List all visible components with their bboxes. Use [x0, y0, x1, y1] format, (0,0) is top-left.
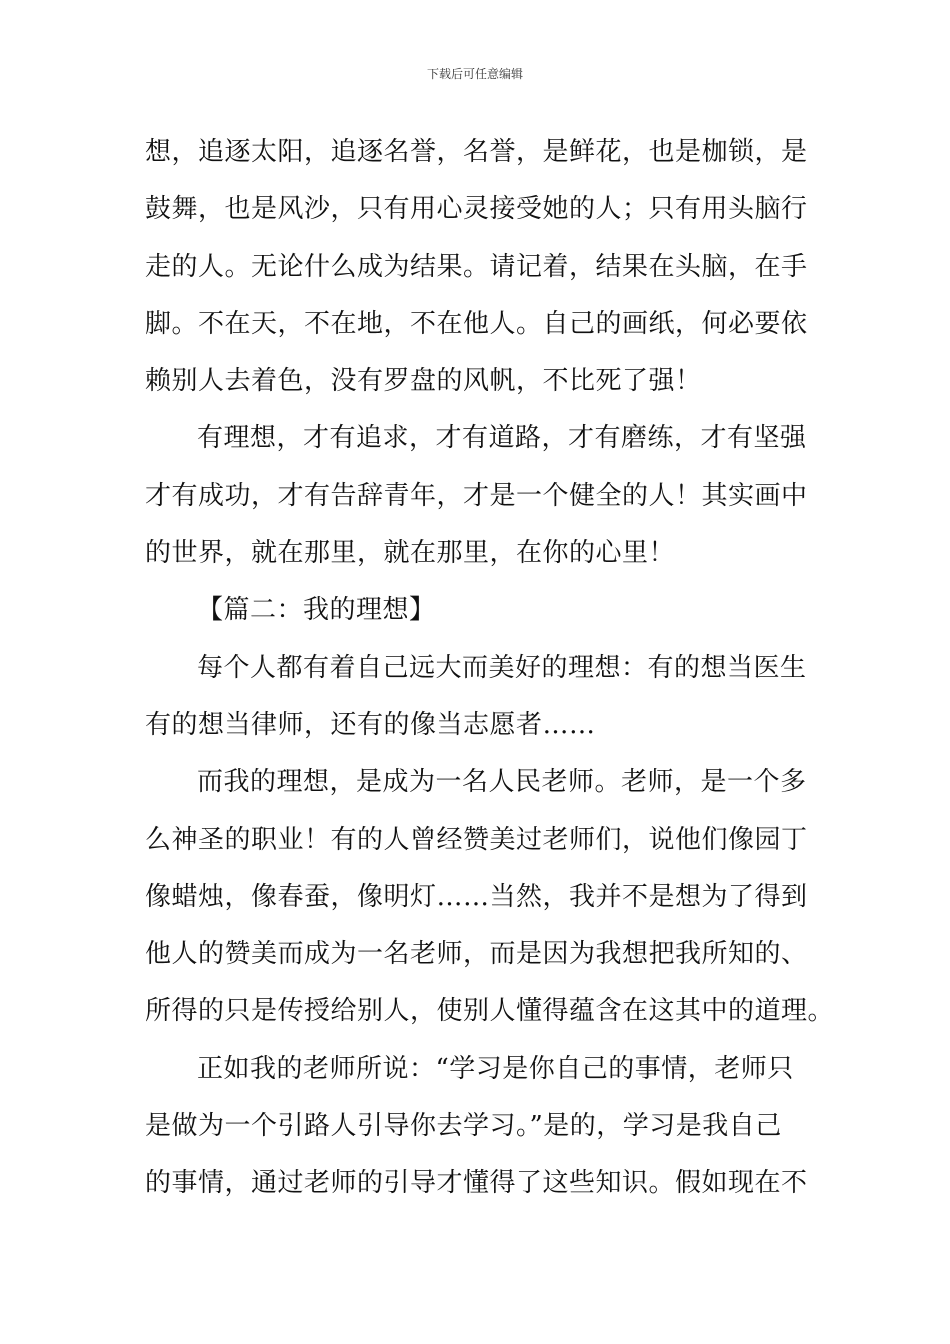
text-line: 他人的赞美而成为一名老师，而是因为我想把我所知的、	[145, 939, 808, 970]
text-line: 赖别人去着色，没有罗盘的风帆，不比死了强！	[145, 366, 702, 397]
text-line: 是做为一个引路人引导你去学习。”是的，学习是我自己	[145, 1111, 782, 1142]
text-line: 脚。不在天，不在地，不在他人。自己的画纸，何必要依	[145, 308, 808, 339]
text-line: 么神圣的职业！有的人曾经赞美过老师们，说他们像园丁	[145, 824, 808, 855]
text-line: 像蜡烛，像春蚕，像明灯……当然，我并不是想为了得到	[145, 881, 808, 912]
text-line: 的世界，就在那里，就在那里，在你的心里！	[145, 538, 676, 569]
paragraph-first-line: 有理想，才有追求，才有道路，才有磨练，才有坚强	[197, 423, 807, 454]
text-line: 所得的只是传授给别人，使别人懂得蕴含在这其中的道理。	[145, 996, 835, 1027]
text-line: 有的想当律师，还有的像当志愿者……	[145, 709, 596, 740]
paragraph-first-line: 正如我的老师所说：“学习是你自己的事情，老师只	[197, 1053, 794, 1084]
text-line: 才有成功，才有告辞青年，才是一个健全的人！其实画中	[145, 480, 808, 511]
paragraph-first-line: 而我的理想，是成为一名人民老师。老师，是一个多	[197, 767, 807, 798]
text-line: 走的人。无论什么成为结果。请记着，结果在头脑，在手	[145, 251, 808, 282]
text-line: 鼓舞，也是风沙，只有用心灵接受她的人；只有用头脑行	[145, 194, 808, 225]
text-line: 想，追逐太阳，追逐名誉，名誉，是鲜花，也是枷锁，是	[145, 137, 808, 167]
paragraph-first-line: 【篇二：我的理想】	[197, 595, 436, 626]
document-body	[145, 124, 835, 1213]
paragraph-first-line: 每个人都有着自己远大而美好的理想：有的想当医生	[197, 652, 807, 683]
page-header: 下载后可任意编辑	[426, 67, 523, 81]
text-line: 的事情，通过老师的引导才懂得了这些知识。假如现在不	[145, 1168, 808, 1199]
